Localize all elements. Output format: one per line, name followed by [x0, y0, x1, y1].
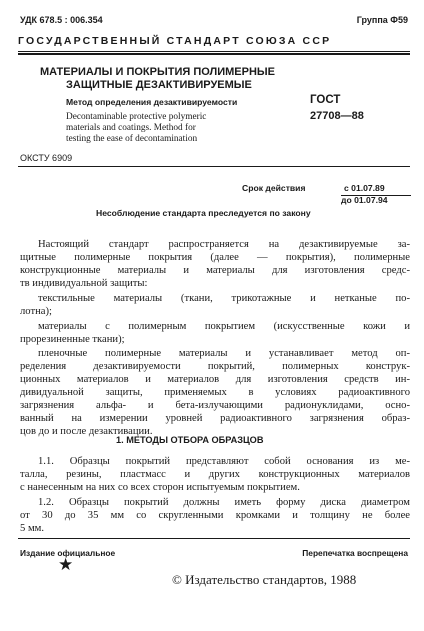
title-rule	[18, 166, 410, 167]
english-title-line-3: testing the ease of decontamination	[66, 134, 198, 144]
intro-paragraph-4: пленочные полимерные материалы и устанавливает метод оп- ределения дезактивируемости покрытий, полимерных конструк- ционных материалов и материалов для изготовления средств ин- дивидуальной защиты, применяемых в условиях радиоактивного загрязнения альфа- и бета-излучающими радионуклидами, осно- ванный на измерении уровней радиоактивного загрязнения образ- цов до и после дезактивации.	[20, 348, 410, 437]
udc-code: УДК 678.5 : 006.354	[20, 15, 103, 25]
standard-banner: ГОСУДАРСТВЕННЫЙ СТАНДАРТ СОЮЗА ССР	[18, 35, 332, 47]
validity-label: Срок действия	[242, 183, 306, 193]
english-title-line-2: materials and coatings. Method for	[66, 123, 196, 133]
group-code: Группа Ф59	[356, 15, 408, 25]
intro-paragraph-1: Настоящий стандарт распространяется на дезактивируемые за- щитные полимерные покрытия (далее — покрытия), полимерные конструкционные материалы и материалы для изготовления средс- тв индивидуальной защиты:	[20, 239, 410, 289]
reprint-notice: Перепечатка воспрещена	[302, 548, 408, 558]
header-rule-thick	[18, 53, 410, 55]
copyright-line: © Издательство стандартов, 1988	[172, 572, 357, 587]
okstu-code: ОКСТУ 6909	[20, 153, 73, 163]
subtitle: Метод определения дезактивируемости	[66, 97, 238, 107]
title-line-1: МАТЕРИАЛЫ И ПОКРЫТИЯ ПОЛИМЕРНЫЕ	[40, 66, 276, 78]
section-paragraph-1-1: 1.1. Образцы покрытий представляют собой основания из ме- талла, резины, пластмасс и других конструкционных материалов с нанесенным на них со всех сторон испытуемым покрытием.	[20, 456, 410, 493]
footer-rule	[18, 538, 410, 539]
intro-paragraph-3: материалы с полимерным покрытием (искусственные кожи и прорезиненные ткани);	[20, 321, 410, 345]
validity-to: до 01.07.94	[341, 195, 388, 205]
section-paragraph-1-2: 1.2. Образцы покрытий должны иметь форму диска диаметром от 30 до 35 мм со скругленными кромками и толщину не более 5 мм.	[20, 497, 410, 534]
header-rule-thin	[18, 51, 410, 52]
official-edition: Издание официальное	[20, 548, 116, 558]
validity-from: с 01.07.89	[344, 183, 385, 193]
intro-paragraph-2: текстильные материалы (ткани, трикотажные и нетканые по- лотна);	[20, 293, 410, 317]
gost-label: ГОСТ	[310, 94, 341, 106]
section-heading: 1. МЕТОДЫ ОТБОРА ОБРАЗЦОВ	[116, 435, 264, 445]
english-title-line-1: Decontaminable protective polymeric	[66, 112, 207, 122]
title-line-2: ЗАЩИТНЫЕ ДЕЗАКТИВИРУЕМЫЕ	[66, 79, 252, 91]
gost-number: 27708—88	[310, 110, 364, 122]
law-notice: Несоблюдение стандарта преследуется по закону	[96, 208, 311, 218]
star-icon: ★	[58, 555, 74, 574]
